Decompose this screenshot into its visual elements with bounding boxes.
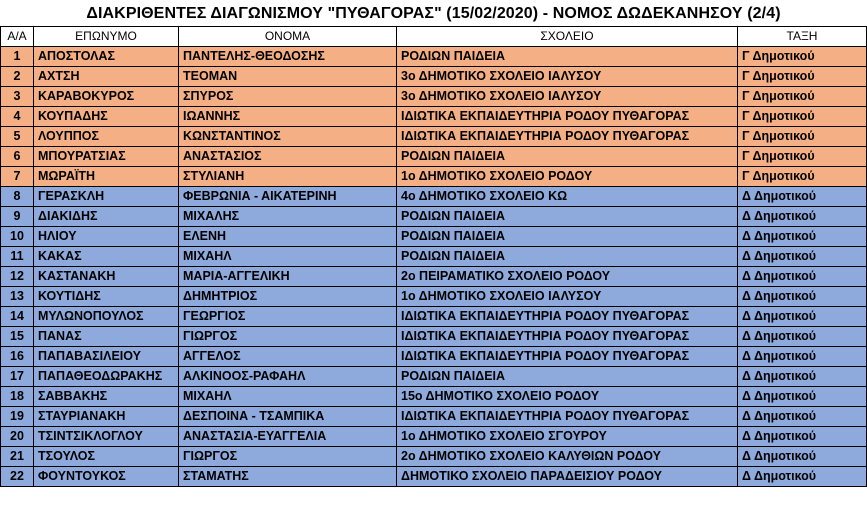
school-cell: 1ο ΔΗΜΟΤΙΚΟ ΣΧΟΛΕΙΟ ΙΑΛΥΣΟΥ	[397, 287, 738, 307]
row-number: 14	[1, 307, 34, 327]
grade-cell: Δ Δημοτικού	[738, 367, 867, 387]
school-cell: 3ο ΔΗΜΟΤΙΚΟ ΣΧΟΛΕΙΟ ΙΑΛΥΣΟΥ	[397, 87, 738, 107]
name-cell: ΜΙΧΑΗΛ	[179, 247, 397, 267]
row-number: 20	[1, 427, 34, 447]
school-cell: ΡΟΔΙΩΝ ΠΑΙΔΕΙΑ	[397, 227, 738, 247]
surname-cell: ΑΧΤΣΗ	[34, 67, 179, 87]
row-number: 22	[1, 467, 34, 487]
name-cell: ΣΤΥΛΙΑΝΗ	[179, 167, 397, 187]
row-number: 10	[1, 227, 34, 247]
table-row	[1, 67, 867, 87]
row-number: 2	[1, 67, 34, 87]
grade-cell: Γ Δημοτικού	[738, 127, 867, 147]
name-cell: ΑΝΑΣΤΑΣΙΑ-ΕΥΑΓΓΕΛΙΑ	[179, 427, 397, 447]
school-cell: ΡΟΔΙΩΝ ΠΑΙΔΕΙΑ	[397, 207, 738, 227]
grade-cell: Δ Δημοτικού	[738, 327, 867, 347]
surname-cell: ΚΑΚΑΣ	[34, 247, 179, 267]
school-cell: ΔΗΜΟΤΙΚΟ ΣΧΟΛΕΙΟ ΠΑΡΑΔΕΙΣΙΟΥ ΡΟΔΟΥ	[397, 467, 738, 487]
table-row	[1, 307, 867, 327]
surname-cell: ΛΟΥΠΠΟΣ	[34, 127, 179, 147]
row-number: 13	[1, 287, 34, 307]
results-table	[0, 26, 867, 487]
row-number: 17	[1, 367, 34, 387]
name-cell: ΔΕΣΠΟΙΝΑ - ΤΣΑΜΠΙΚΑ	[179, 407, 397, 427]
column-header-name: ΟΝΟΜΑ	[179, 27, 397, 47]
surname-cell: ΑΠΟΣΤΟΛΑΣ	[34, 47, 179, 67]
grade-cell: Δ Δημοτικού	[738, 447, 867, 467]
school-cell: ΡΟΔΙΩΝ ΠΑΙΔΕΙΑ	[397, 47, 738, 67]
table-row	[1, 387, 867, 407]
column-header-grade: ΤΑΞΗ	[738, 27, 867, 47]
surname-cell: ΚΑΣΤΑΝΑΚΗ	[34, 267, 179, 287]
row-number: 9	[1, 207, 34, 227]
column-header-surname: ΕΠΩΝΥΜΟ	[34, 27, 179, 47]
table-body	[1, 47, 867, 487]
surname-cell: ΚΟΥΠΑΔΗΣ	[34, 107, 179, 127]
row-number: 21	[1, 447, 34, 467]
name-cell: ΤΕΟΜΑΝ	[179, 67, 397, 87]
name-cell: ΜΙΧΑΛΗΣ	[179, 207, 397, 227]
row-number: 18	[1, 387, 34, 407]
table-row	[1, 227, 867, 247]
school-cell: 4ο ΔΗΜΟΤΙΚΟ ΣΧΟΛΕΙΟ ΚΩ	[397, 187, 738, 207]
name-cell: ΙΩΑΝΝΗΣ	[179, 107, 397, 127]
surname-cell: ΣΤΑΥΡΙΑΝΑΚΗ	[34, 407, 179, 427]
name-cell: ΚΩΝΣΤΑΝΤΙΝΟΣ	[179, 127, 397, 147]
name-cell: ΣΤΑΜΑΤΗΣ	[179, 467, 397, 487]
grade-cell: Γ Δημοτικού	[738, 87, 867, 107]
surname-cell: ΜΩΡΑΪΤΗ	[34, 167, 179, 187]
school-cell: ΙΔΙΩΤΙΚΑ ΕΚΠΑΙΔΕΥΤΗΡΙΑ ΡΟΔΟΥ ΠΥΘΑΓΟΡΑΣ	[397, 347, 738, 367]
table-row	[1, 107, 867, 127]
surname-cell: ΚΑΡΑΒΟΚΥΡΟΣ	[34, 87, 179, 107]
grade-cell: Δ Δημοτικού	[738, 267, 867, 287]
row-number: 19	[1, 407, 34, 427]
table-row	[1, 127, 867, 147]
row-number: 16	[1, 347, 34, 367]
row-number: 15	[1, 327, 34, 347]
grade-cell: Γ Δημοτικού	[738, 107, 867, 127]
surname-cell: ΠΑΝΑΣ	[34, 327, 179, 347]
table-row	[1, 147, 867, 167]
name-cell: ΑΛΚΙΝΟΟΣ-ΡΑΦΑΗΛ	[179, 367, 397, 387]
column-header-school: ΣΧΟΛΕΙΟ	[397, 27, 738, 47]
page-title: ΔΙΑΚΡΙΘΕΝΤΕΣ ΔΙΑΓΩΝΙΣΜΟΥ "ΠΥΘΑΓΟΡΑΣ" (15/02/2020) - ΝΟΜΟΣ ΔΩΔΕΚΑΝΗΣΟΥ (2/4)	[86, 5, 781, 22]
school-cell: 1ο ΔΗΜΟΤΙΚΟ ΣΧΟΛΕΙΟ ΡΟΔΟΥ	[397, 167, 738, 187]
table-row	[1, 467, 867, 487]
surname-cell: ΠΑΠΑΒΑΣΙΛΕΙΟΥ	[34, 347, 179, 367]
row-number: 5	[1, 127, 34, 147]
school-cell: 2ο ΔΗΜΟΤΙΚΟ ΣΧΟΛΕΙΟ ΚΑΛΥΘΙΩΝ ΡΟΔΟΥ	[397, 447, 738, 467]
surname-cell: ΤΣΙΝΤΣΙΚΛΟΓΛΟΥ	[34, 427, 179, 447]
surname-cell: ΜΥΛΩΝΟΠΟΥΛΟΣ	[34, 307, 179, 327]
row-number: 7	[1, 167, 34, 187]
table-row	[1, 267, 867, 287]
school-cell: 1ο ΔΗΜΟΤΙΚΟ ΣΧΟΛΕΙΟ ΣΓΟΥΡΟΥ	[397, 427, 738, 447]
row-number: 4	[1, 107, 34, 127]
table-row	[1, 207, 867, 227]
table-row	[1, 407, 867, 427]
grade-cell: Δ Δημοτικού	[738, 207, 867, 227]
name-cell: ΓΙΩΡΓΟΣ	[179, 327, 397, 347]
grade-cell: Γ Δημοτικού	[738, 167, 867, 187]
school-cell: 15ο ΔΗΜΟΤΙΚΟ ΣΧΟΛΕΙΟ ΡΟΔΟΥ	[397, 387, 738, 407]
name-cell: ΔΗΜΗΤΡΙΟΣ	[179, 287, 397, 307]
name-cell: ΑΓΓΕΛΟΣ	[179, 347, 397, 367]
school-cell: 3ο ΔΗΜΟΤΙΚΟ ΣΧΟΛΕΙΟ ΙΑΛΥΣΟΥ	[397, 67, 738, 87]
surname-cell: ΔΙΑΚΙΔΗΣ	[34, 207, 179, 227]
school-cell: 2ο ΠΕΙΡΑΜΑΤΙΚΟ ΣΧΟΛΕΙΟ ΡΟΔΟΥ	[397, 267, 738, 287]
table-row	[1, 87, 867, 107]
name-cell: ΓΕΩΡΓΙΟΣ	[179, 307, 397, 327]
school-cell: ΙΔΙΩΤΙΚΑ ΕΚΠΑΙΔΕΥΤΗΡΙΑ ΡΟΔΟΥ ΠΥΘΑΓΟΡΑΣ	[397, 327, 738, 347]
name-cell: ΦΕΒΡΩΝΙΑ - ΑΙΚΑΤΕΡΙΝΗ	[179, 187, 397, 207]
grade-cell: Δ Δημοτικού	[738, 347, 867, 367]
school-cell: ΡΟΔΙΩΝ ΠΑΙΔΕΙΑ	[397, 147, 738, 167]
row-number: 1	[1, 47, 34, 67]
surname-cell: ΤΣΟΥΛΟΣ	[34, 447, 179, 467]
surname-cell: ΦΟΥΝΤΟΥΚΟΣ	[34, 467, 179, 487]
surname-cell: ΓΕΡΑΣΚΛΗ	[34, 187, 179, 207]
grade-cell: Δ Δημοτικού	[738, 307, 867, 327]
grade-cell: Δ Δημοτικού	[738, 287, 867, 307]
row-number: 6	[1, 147, 34, 167]
table-row	[1, 447, 867, 467]
school-cell: ΡΟΔΙΩΝ ΠΑΙΔΕΙΑ	[397, 247, 738, 267]
header-row	[1, 27, 867, 47]
grade-cell: Γ Δημοτικού	[738, 47, 867, 67]
grade-cell: Δ Δημοτικού	[738, 247, 867, 267]
grade-cell: Δ Δημοτικού	[738, 187, 867, 207]
school-cell: ΙΔΙΩΤΙΚΑ ΕΚΠΑΙΔΕΥΤΗΡΙΑ ΡΟΔΟΥ ΠΥΘΑΓΟΡΑΣ	[397, 407, 738, 427]
school-cell: ΙΔΙΩΤΙΚΑ ΕΚΠΑΙΔΕΥΤΗΡΙΑ ΡΟΔΟΥ ΠΥΘΑΓΟΡΑΣ	[397, 127, 738, 147]
name-cell: ΕΛΕΝΗ	[179, 227, 397, 247]
name-cell: ΠΑΝΤΕΛΗΣ-ΘΕΟΔΟΣΗΣ	[179, 47, 397, 67]
grade-cell: Δ Δημοτικού	[738, 467, 867, 487]
surname-cell: ΣΑΒΒΑΚΗΣ	[34, 387, 179, 407]
surname-cell: ΠΑΠΑΘΕΟΔΩΡΑΚΗΣ	[34, 367, 179, 387]
table-row	[1, 47, 867, 67]
table-row	[1, 367, 867, 387]
table-row	[1, 187, 867, 207]
surname-cell: ΚΟΥΤΙΔΗΣ	[34, 287, 179, 307]
table-row	[1, 167, 867, 187]
surname-cell: ΗΛΙΟΥ	[34, 227, 179, 247]
name-cell: ΜΑΡΙΑ-ΑΓΓΕΛΙΚΗ	[179, 267, 397, 287]
name-cell: ΜΙΧΑΗΛ	[179, 387, 397, 407]
table-row	[1, 427, 867, 447]
row-number: 12	[1, 267, 34, 287]
row-number: 11	[1, 247, 34, 267]
surname-cell: ΜΠΟΥΡΑΤΣΙΑΣ	[34, 147, 179, 167]
grade-cell: Δ Δημοτικού	[738, 387, 867, 407]
name-cell: ΑΝΑΣΤΑΣΙΟΣ	[179, 147, 397, 167]
school-cell: ΙΔΙΩΤΙΚΑ ΕΚΠΑΙΔΕΥΤΗΡΙΑ ΡΟΔΟΥ ΠΥΘΑΓΟΡΑΣ	[397, 107, 738, 127]
column-header-aa: Α/Α	[1, 27, 34, 47]
grade-cell: Γ Δημοτικού	[738, 147, 867, 167]
name-cell: ΓΙΩΡΓΟΣ	[179, 447, 397, 467]
table-row	[1, 327, 867, 347]
grade-cell: Γ Δημοτικού	[738, 67, 867, 87]
grade-cell: Δ Δημοτικού	[738, 227, 867, 247]
row-number: 3	[1, 87, 34, 107]
table-row	[1, 347, 867, 367]
school-cell: ΡΟΔΙΩΝ ΠΑΙΔΕΙΑ	[397, 367, 738, 387]
grade-cell: Δ Δημοτικού	[738, 427, 867, 447]
name-cell: ΣΠΥΡΟΣ	[179, 87, 397, 107]
grade-cell: Δ Δημοτικού	[738, 407, 867, 427]
school-cell: ΙΔΙΩΤΙΚΑ ΕΚΠΑΙΔΕΥΤΗΡΙΑ ΡΟΔΟΥ ΠΥΘΑΓΟΡΑΣ	[397, 307, 738, 327]
table-row	[1, 287, 867, 307]
row-number: 8	[1, 187, 34, 207]
table-row	[1, 247, 867, 267]
